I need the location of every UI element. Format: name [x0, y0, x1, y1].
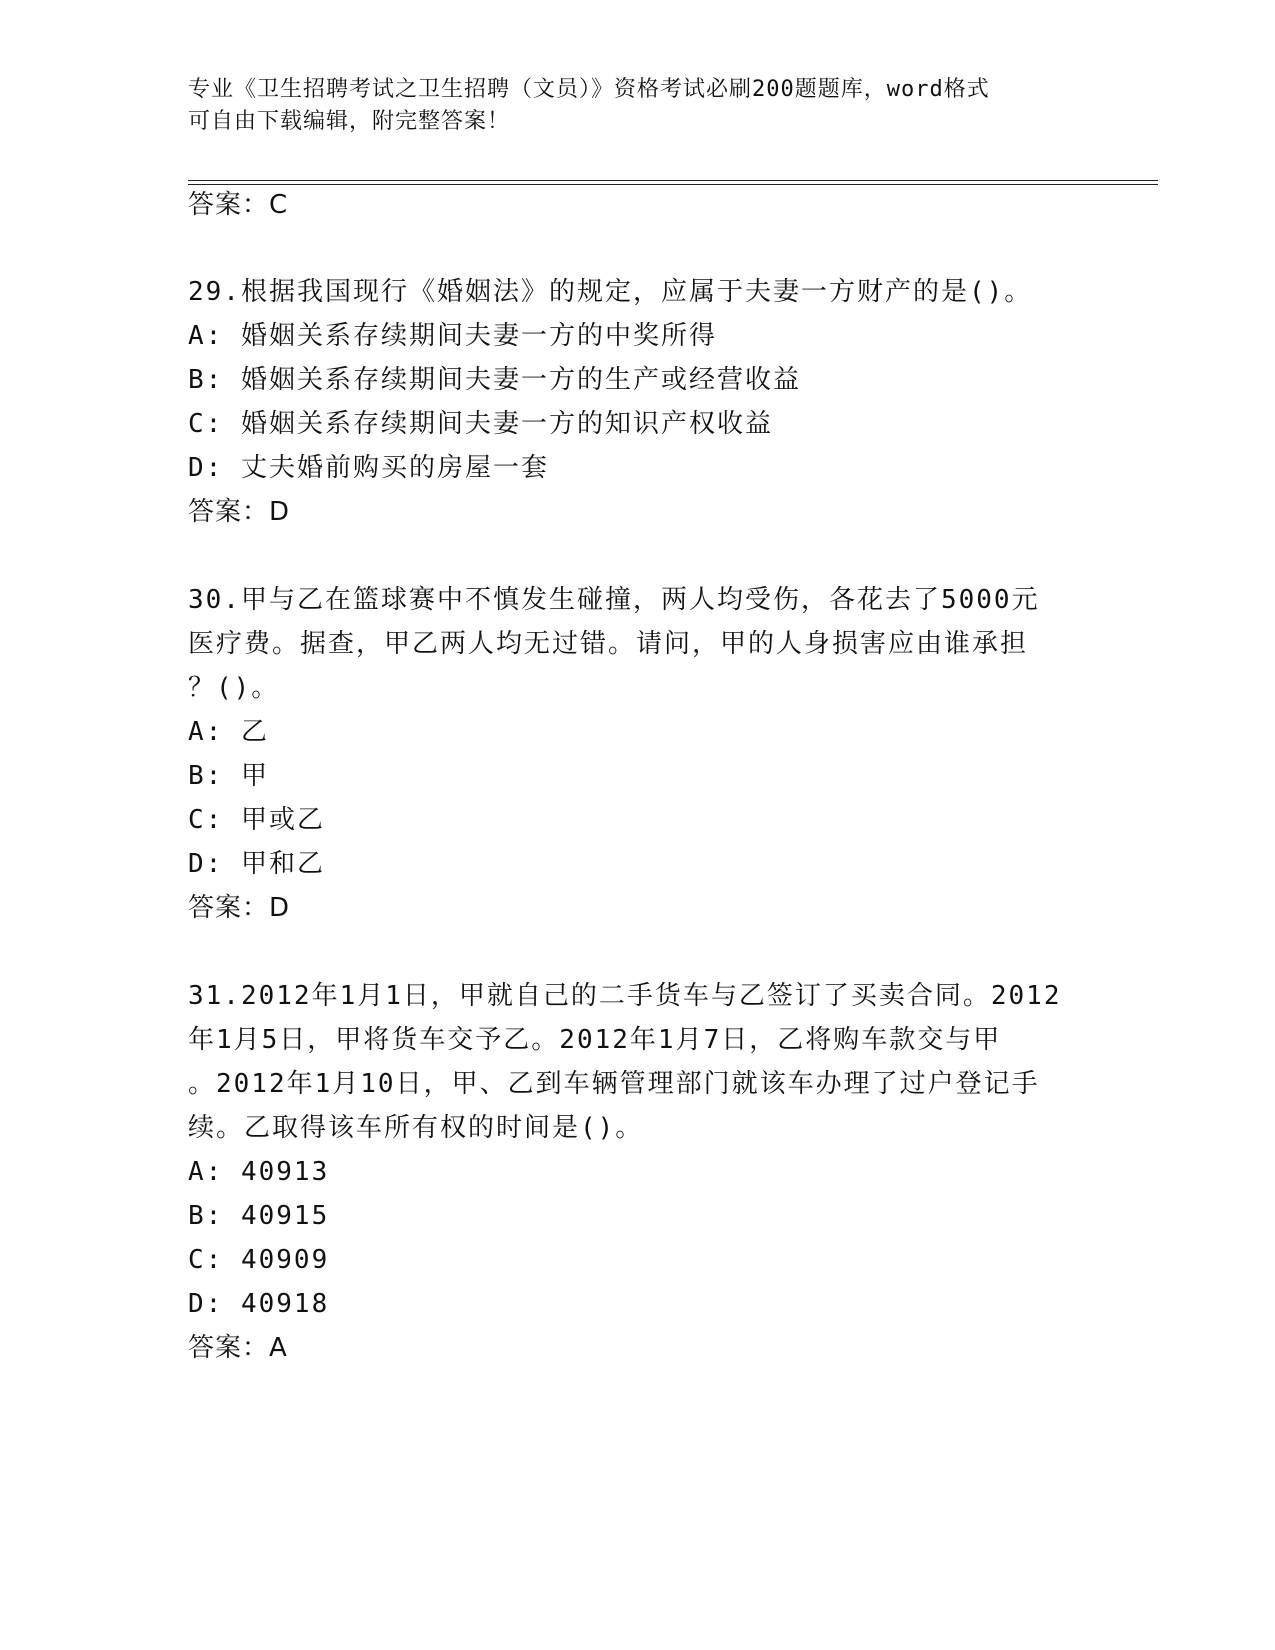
question-30-answer: 答案：D — [188, 893, 291, 923]
question-31-text-line-1: 31.2012年1月1日，甲就自己的二手货车与乙签订了买卖合同。2012 — [188, 981, 1062, 1011]
question-31-option-c: C: 40909 — [188, 1245, 330, 1275]
header-line-2: 可自由下载编辑，附完整答案！ — [188, 109, 511, 134]
question-31-option-b: B: 40915 — [188, 1201, 330, 1231]
question-31-option-a: A: 40913 — [188, 1157, 330, 1187]
question-31-text-line-2: 年1月5日，甲将货车交予乙。2012年1月7日，乙将购车款交与甲 — [188, 1025, 1002, 1055]
question-31-text-line-3: 。2012年1月10日，甲、乙到车辆管理部门就该车办理了过户登记手 — [188, 1069, 1040, 1099]
question-30-option-b: B: 甲 — [188, 761, 269, 791]
header-divider-top — [188, 180, 1158, 181]
question-31-option-d: D: 40918 — [188, 1289, 330, 1319]
question-29-text: 29.根据我国现行《婚姻法》的规定，应属于夫妻一方财产的是()。 — [188, 277, 1033, 307]
question-30-text-line-1: 30.甲与乙在篮球赛中不慎发生碰撞，两人均受伤，各花去了5000元 — [188, 585, 1040, 615]
question-29-option-d: D: 丈夫婚前购买的房屋一套 — [188, 453, 549, 483]
question-29-option-c: C: 婚姻关系存续期间夫妻一方的知识产权收益 — [188, 409, 773, 439]
header-divider-bottom — [188, 184, 1158, 185]
question-29-option-a: A: 婚姻关系存续期间夫妻一方的中奖所得 — [188, 321, 717, 351]
question-31-answer: 答案：A — [188, 1333, 288, 1363]
question-30-option-a: A: 乙 — [188, 717, 269, 747]
question-31-text-line-4: 续。乙取得该车所有权的时间是()。 — [188, 1113, 644, 1143]
previous-answer: 答案：C — [188, 190, 289, 220]
question-29-answer: 答案：D — [188, 497, 291, 527]
question-30-option-c: C: 甲或乙 — [188, 805, 325, 835]
question-30-text-line-2: 医疗费。据查，甲乙两人均无过错。请问，甲的人身损害应由谁承担 — [188, 629, 1029, 659]
question-30-text-line-3: ？()。 — [188, 673, 280, 703]
header-line-1: 专业《卫生招聘考试之卫生招聘（文员）》资格考试必刷200题题库，word格式 — [188, 77, 990, 102]
question-30-option-d: D: 甲和乙 — [188, 849, 325, 879]
document-header — [188, 74, 1088, 138]
question-29-option-b: B: 婚姻关系存续期间夫妻一方的生产或经营收益 — [188, 365, 801, 395]
